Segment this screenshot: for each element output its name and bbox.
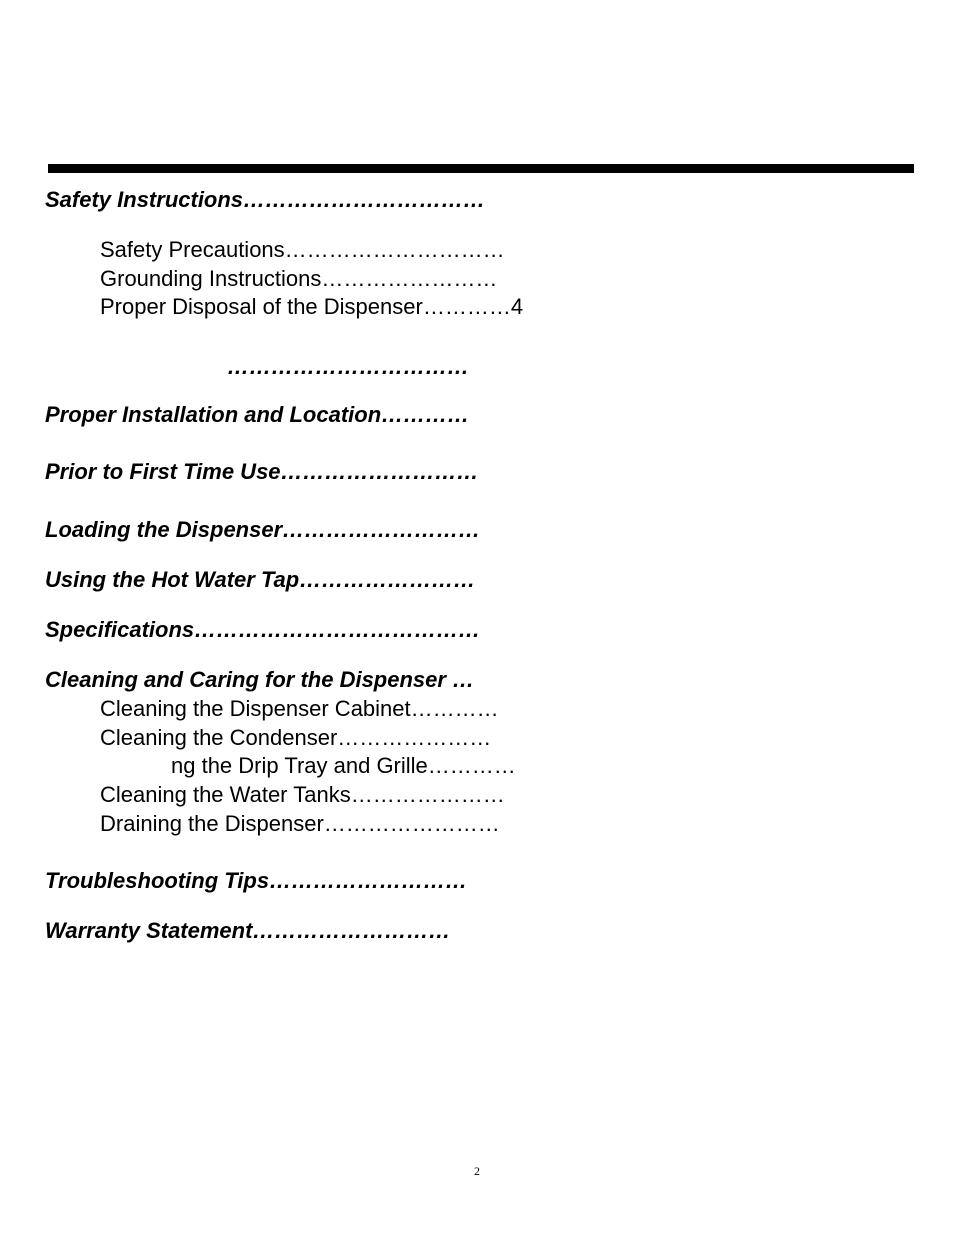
toc-entry-cleaning-cabinet[interactable]: Cleaning the Dispenser Cabinet…………	[100, 696, 499, 721]
toc-entry-prior-first-use[interactable]: Prior to First Time Use………………………	[45, 459, 479, 484]
toc-entry-safety-precautions[interactable]: Safety Precautions…………………………	[100, 237, 505, 262]
toc-entry-cleaning-water-tanks[interactable]: Cleaning the Water Tanks…………………	[100, 782, 505, 807]
toc-entry-unnamed-dots: ……………………………	[227, 354, 469, 379]
toc-entry-cleaning-condenser[interactable]: Cleaning the Condenser…………………	[100, 725, 492, 750]
toc-entry-safety-instructions[interactable]: Safety Instructions……………………………	[45, 187, 486, 212]
toc-entry-proper-installation[interactable]: Proper Installation and Location…………	[45, 402, 470, 427]
toc-entry-hot-water-tap[interactable]: Using the Hot Water Tap……………………	[45, 567, 476, 592]
toc-entry-proper-disposal[interactable]: Proper Disposal of the Dispenser…………4	[100, 294, 524, 319]
toc-entry-cleaning-caring[interactable]: Cleaning and Caring for the Dispenser …	[45, 667, 475, 692]
toc-entry-warranty[interactable]: Warranty Statement………………………	[45, 918, 451, 943]
toc-entry-troubleshooting[interactable]: Troubleshooting Tips………………………	[45, 868, 468, 893]
toc-entry-drip-tray[interactable]: ng the Drip Tray and Grille…………	[171, 753, 516, 778]
page-number: 2	[474, 1164, 480, 1178]
toc-entry-loading-dispenser[interactable]: Loading the Dispenser………………………	[45, 517, 481, 542]
header-rule	[48, 164, 914, 173]
toc-entry-grounding-instructions[interactable]: Grounding Instructions……………………	[100, 266, 498, 291]
toc-entry-specifications[interactable]: Specifications…………………………………	[45, 617, 481, 642]
toc-entry-draining-dispenser[interactable]: Draining the Dispenser……………………	[100, 811, 500, 836]
